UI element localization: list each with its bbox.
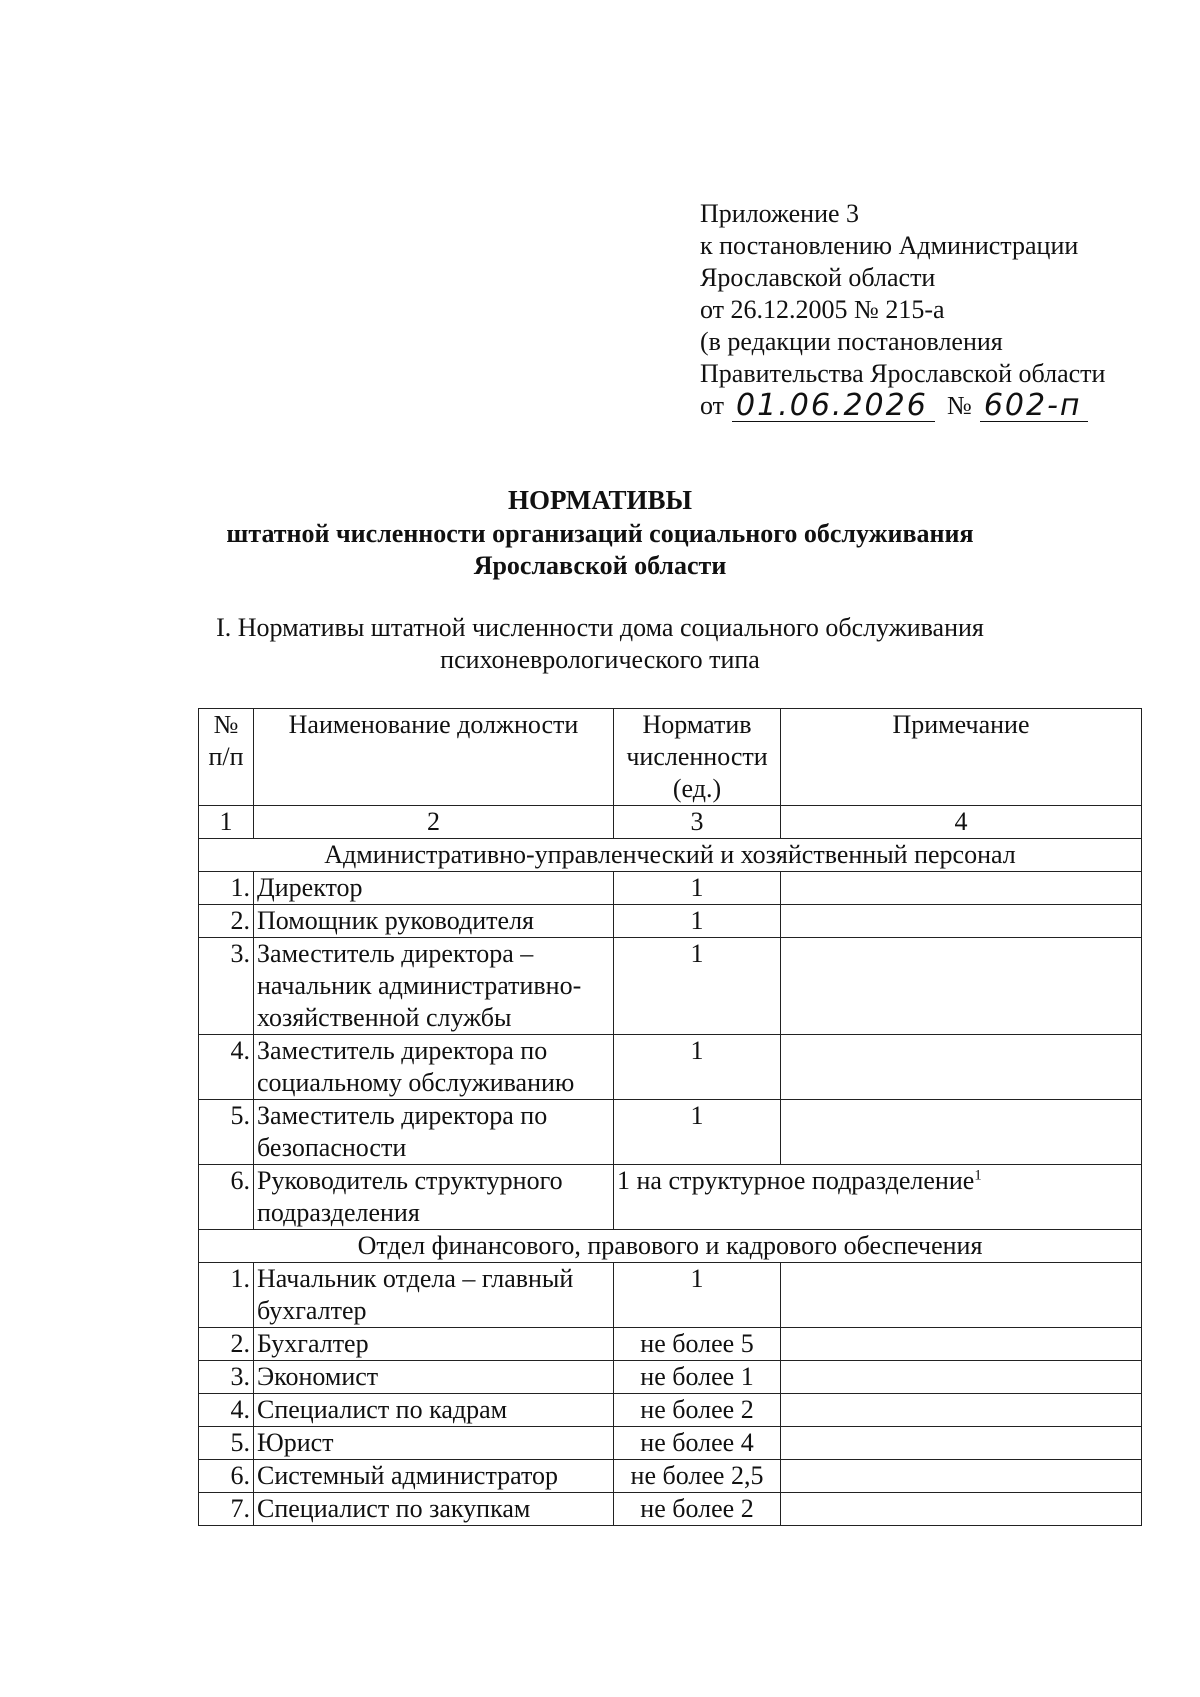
appendix-line: к постановлению Администрации [700, 231, 1079, 260]
row-num: 2. [199, 905, 254, 938]
row-num: 5. [199, 1100, 254, 1165]
header-num: № п/п [199, 709, 254, 806]
row-note [781, 1263, 1142, 1328]
handwritten-number: 602-п [980, 391, 1088, 422]
row-norm: 1 [614, 1100, 781, 1165]
row-num: 4. [199, 1035, 254, 1100]
table-row [199, 1165, 1142, 1230]
table-row [199, 938, 1142, 1035]
group-header-row [199, 1230, 1142, 1263]
row-note [781, 1361, 1142, 1394]
table-row [199, 1460, 1142, 1493]
row-num: 3. [199, 938, 254, 1035]
row-position: Юрист [254, 1427, 614, 1460]
row-norm: 1 [614, 905, 781, 938]
row-num: 3. [199, 1361, 254, 1394]
table-row [199, 1493, 1142, 1526]
document-title [0, 484, 1200, 582]
row-note [781, 1493, 1142, 1526]
group-title: Административно-управленческий и хозяйственный персонал [199, 839, 1142, 872]
handwritten-date: 01.06.2026 [732, 391, 935, 422]
header-norm: Норматив численности (ед.) [614, 709, 781, 806]
table-row [199, 1361, 1142, 1394]
row-num: 4. [199, 1394, 254, 1427]
appendix-signed-line [700, 390, 1105, 422]
number-sign: № [947, 391, 972, 420]
row-norm: 1 [614, 1035, 781, 1100]
table-row [199, 872, 1142, 905]
row-note [781, 938, 1142, 1035]
table-row [199, 1035, 1142, 1100]
row-note [781, 1328, 1142, 1361]
row-position: Специалист по кадрам [254, 1394, 614, 1427]
row-position: Заместитель директора по социальному обслуживанию [254, 1035, 614, 1100]
date-prefix: от [700, 391, 725, 420]
row-norm: 1 [614, 1263, 781, 1328]
appendix-line: от 26.12.2005 № 215-а [700, 295, 945, 324]
row-num: 5. [199, 1427, 254, 1460]
norms-table [198, 708, 1142, 1526]
row-position: Руководитель структурного подразделения [254, 1165, 614, 1230]
table-row [199, 1394, 1142, 1427]
row-note [781, 1035, 1142, 1100]
row-position: Специалист по закупкам [254, 1493, 614, 1526]
column-number: 1 [199, 806, 254, 839]
row-note [781, 1427, 1142, 1460]
appendix-block [700, 198, 1105, 422]
row-norm: не более 2 [614, 1493, 781, 1526]
row-position: Экономист [254, 1361, 614, 1394]
row-num: 7. [199, 1493, 254, 1526]
row-norm: не более 5 [614, 1328, 781, 1361]
appendix-line: Приложение 3 [700, 199, 860, 228]
row-num: 1. [199, 1263, 254, 1328]
row-note [781, 1100, 1142, 1165]
row-norm: 1 [614, 872, 781, 905]
row-note [781, 905, 1142, 938]
section-title-line: I. Нормативы штатной численности дома социального обслуживания [216, 613, 984, 642]
header-name: Наименование должности [254, 709, 614, 806]
row-norm: не более 1 [614, 1361, 781, 1394]
footnote-marker: 1 [974, 1167, 982, 1184]
row-position: Заместитель директора по безопасности [254, 1100, 614, 1165]
row-position: Заместитель директора – начальник административно-хозяйственной службы [254, 938, 614, 1035]
group-title: Отдел финансового, правового и кадрового обеспечения [199, 1230, 1142, 1263]
row-norm-merged [614, 1165, 1142, 1230]
column-number-row [199, 806, 1142, 839]
title-subtitle: штатной численности организаций социального обслуживания [226, 519, 974, 548]
appendix-line: (в редакции постановления [700, 327, 1003, 356]
row-position: Бухгалтер [254, 1328, 614, 1361]
group-header-row [199, 839, 1142, 872]
row-position: Системный администратор [254, 1460, 614, 1493]
table-row [199, 1427, 1142, 1460]
row-position: Помощник руководителя [254, 905, 614, 938]
table-row [199, 1263, 1142, 1328]
row-num: 2. [199, 1328, 254, 1361]
table-row [199, 1328, 1142, 1361]
table-row [199, 905, 1142, 938]
row-num: 1. [199, 872, 254, 905]
column-number: 2 [254, 806, 614, 839]
row-position: Директор [254, 872, 614, 905]
row-norm: не более 4 [614, 1427, 781, 1460]
row-num: 6. [199, 1165, 254, 1230]
table-row [199, 1100, 1142, 1165]
row-norm-text: 1 на структурное подразделение [617, 1166, 975, 1195]
column-number: 4 [781, 806, 1142, 839]
row-note [781, 1394, 1142, 1427]
row-norm: не более 2,5 [614, 1460, 781, 1493]
section-title-line: психоневрологического типа [440, 645, 760, 674]
row-note [781, 872, 1142, 905]
section-title [0, 612, 1200, 676]
row-norm: 1 [614, 938, 781, 1035]
appendix-line: Ярославской области [700, 263, 936, 292]
row-norm: не более 2 [614, 1394, 781, 1427]
header-note: Примечание [781, 709, 1142, 806]
appendix-line: Правительства Ярославской области [700, 359, 1106, 388]
row-note [781, 1460, 1142, 1493]
row-num: 6. [199, 1460, 254, 1493]
title-subtitle: Ярославской области [473, 551, 727, 580]
row-position: Начальник отдела – главный бухгалтер [254, 1263, 614, 1328]
column-number: 3 [614, 806, 781, 839]
table-header-row [199, 709, 1142, 806]
title-main: НОРМАТИВЫ [507, 485, 693, 515]
